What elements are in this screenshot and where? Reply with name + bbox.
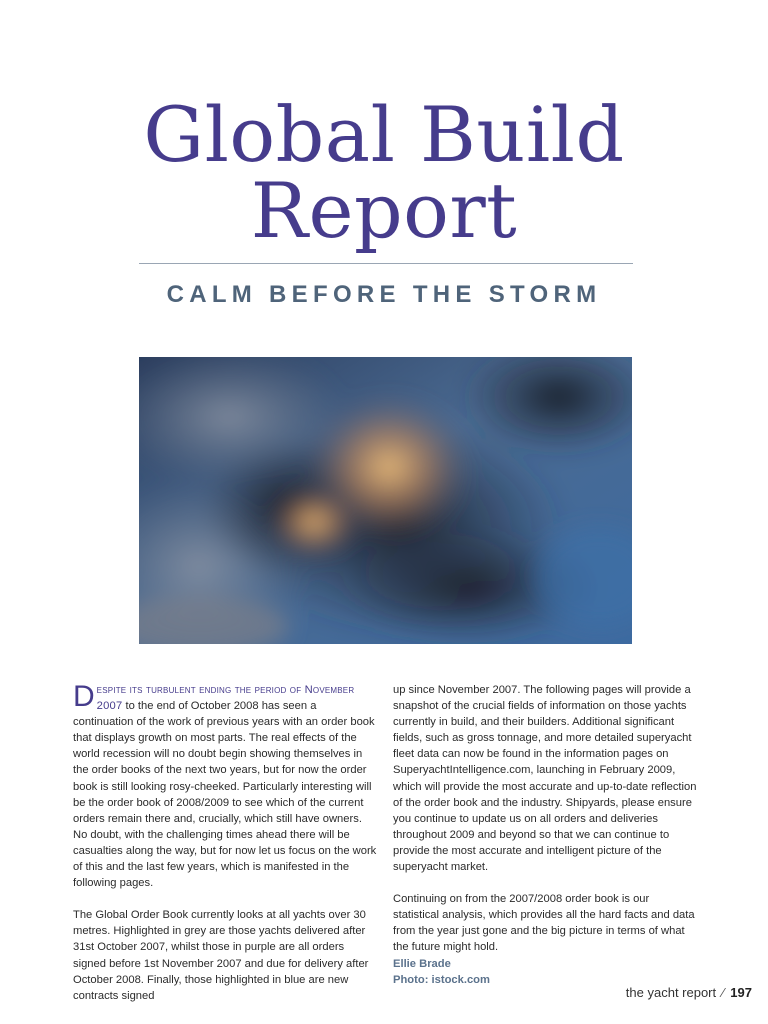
author-credit: Ellie Brade (393, 957, 451, 970)
storm-clouds-photo (139, 357, 632, 644)
article-paragraph-3 (393, 891, 698, 988)
article-paragraph-2: The Global Order Book currently looks at all yachts over 30 metres. Highlighted in grey are those yachts delivered after 31st October 2007, whilst those in purple are all orders signed before 1st November 2007 and due for delivery after October 2008. Finally, those highlighted in blue are new contracts signed (73, 909, 369, 1002)
title-line-2: Report (250, 166, 518, 255)
title-line-1: Global Build (143, 90, 625, 179)
paragraph-3-text: Continuing on from the 2007/2008 order book is our statistical analysis, which provides all the hard facts and data from the year just gone and the big picture in terms of what the future might hold. (393, 893, 695, 954)
article-column-right (393, 682, 698, 988)
subtitle: CALM BEFORE THE STORM (166, 281, 602, 308)
article-paragraph-2-continued: up since November 2007. The following pages will provide a snapshot of the crucial fields of information on those yachts currently in build, and their builders. Additional significant fields, such as gross tonnage, and more detailed superyacht fleet data can now be found in the information pages on SuperyachtIntelligence.com, launching in February 2009, which will provide the most accurate and up-to-date reflection of the order book and the industry. Shipyards, please ensure you continue to update us on all orders and deliveries throughout 2009 and beyond so that we can continue to provide the most accurate and intelligent picture of the superyacht market. (393, 684, 697, 874)
storm-clouds-image (139, 357, 632, 644)
page-footer (626, 985, 752, 1000)
title-divider (139, 263, 633, 264)
article-column-left (73, 682, 379, 1004)
article-paragraph-1 (73, 682, 379, 891)
publication-name: the yacht report (625, 985, 717, 1000)
photo-credit: Photo: istock.com (393, 973, 490, 986)
lead-in: espite its turbulent ending the period of November 2007 (96, 684, 355, 713)
page-number: 197 (730, 985, 752, 1000)
paragraph-1-text: to the end of October 2008 has seen a continuation of the work of previous years with an order book that displays growth on most parts. The real effects of the world recession will no doubt begin showing themselves in the order books of the next two years, but for now the order book is still looking rosy-cheeked. Particularly interesting will be the order book of 2008/2009 to see which of the current orders remain there and, crucially, which still have owners. No doubt, with the challenging times ahead there will be casualties along the way, but for now let us focus on the work of this and the last few years, which is manifested in the following pages. (73, 700, 377, 890)
drop-cap: D (73, 680, 95, 713)
footer-slash-divider: ⁄ (722, 985, 725, 1000)
